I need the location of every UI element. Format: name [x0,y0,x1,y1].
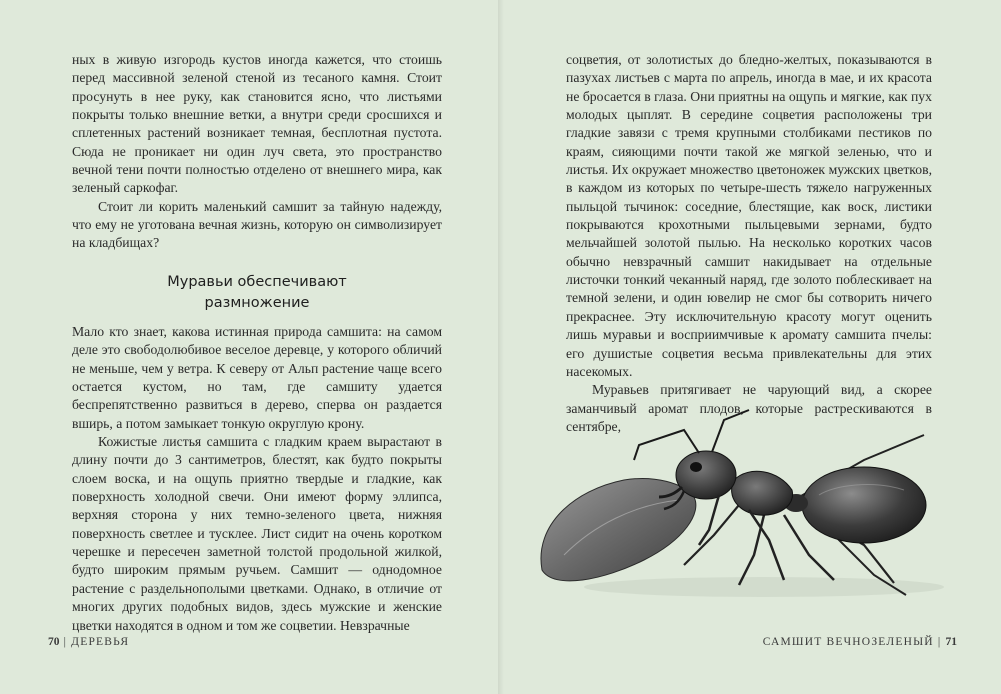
right-running-title: САМШИТ ВЕЧНОЗЕЛЕНЫЙ [762,636,934,648]
left-page [0,0,500,694]
section-heading-line-1: Муравьи обеспечивают [167,274,347,290]
left-running-title: ДЕРЕВЬЯ [71,636,130,648]
left-page-number: 70 [48,636,60,648]
section-heading-line-2: размножение [204,295,310,311]
right-folio-separator: | [937,636,942,648]
left-folio [48,636,129,648]
left-text-block-1 [72,51,442,253]
right-page-number: 71 [945,636,957,648]
left-paragraph-2: Стоит ли корить маленький самшит за тайную надежду, что ему не уготована вечная жизнь, которую он символизирует на кладбищах? [72,198,442,251]
ant-carrying-seed-illustration [534,405,964,605]
left-folio-separator: | [63,636,68,648]
left-paragraph-3: Мало кто знает, какова истинная природа самшита: на самом деле это свободолюбивое веселое деревце, у которого обличий не меньше, чем у ветра. К северу от Альп растение чаще всего остается кустом, но там, где самшиту удается беспрепятственно развиться в дерево, сперва он раздается вширь, а потом замыкает тонкую округлую крону. [72,324,442,431]
right-paragraph-2: Муравьев притягивает не чарующий вид, а скорее заманчивый аромат плодов, которые растрескиваются в сентябре, [566,382,932,434]
section-heading [72,272,442,314]
left-paragraph-1: ных в живую изгородь кустов иногда кажется, что стоишь перед массивной зеленой стеной из тесаного камня. Стоит просунуть в нее руку, как становится ясно, что листьями покрыты только внешние ветки, а внутри среди сросшихся и сплетенных растений возникает темная, бесплотная пустота. Сюда не проникает ни один луч света, это пространство вечной тени почти полностью отделено от внешнего мира, как зеленый саркофаг. [72,52,442,196]
left-text-block-2 [72,323,442,635]
left-paragraph-4: Кожистые листья самшита с гладким краем вырастают в длину почти до 3 сантиметров, блестят, как будто покрыты слоем воска, и на ощупь приятно твердые и гладкие, как поверхность холодной свечи. Они имеют форму эллипса, верхняя сторона у них темно-зеленого цвета, нижняя поверхность светлее и тусклее. Лист сидит на очень коротком черешке и пересечен заметной толстой продольной жилкой, будто широким прямым ручьем. Самшит — однодомное растение с раздельнополыми цветками. Однако, в отличие от многих других подобных видов, здесь мужские и женские цветки находятся в одном и том же соцветии. Невзрачные [72,434,442,633]
right-text-block [566,51,932,436]
right-paragraph-1: соцветия, от золотистых до бледно-желтых, показываются в пазухах листьев с марта по апрель, иногда в мае, и их красота не бросается в глаза. Они приятны на ощупь и мягкие, как пух молодых цыплят. В середине соцветия расположены три гладкие завязи с тремя крупными столбиками пестиков по краям, сияющими почти такой же мягкой зеленью, что и листья. Их окружает множество цветоножек мужских цветков, в каждом из которых по четыре-шесть тяжело нагруженных пыльцой тычинок: соседние, блестящие, как воск, листики покрываются крохотными пыльцевыми зернами, будто мельчайшей золотой пылью. На несколько коротких часов обычно невзрачный самшит накидывает на отдельные листочки тонкий чеканный наряд, где золото поблескивает на темной зелени, и один ювелир не смог бы сотворить ничего прекраснее. Эту исключительную красоту могут оценить лишь муравьи и восприимчивые к аромату самшита пчелы: его душистые соцветия весьма привлекательны для этих насекомых. [566,52,932,379]
right-folio [763,636,957,648]
